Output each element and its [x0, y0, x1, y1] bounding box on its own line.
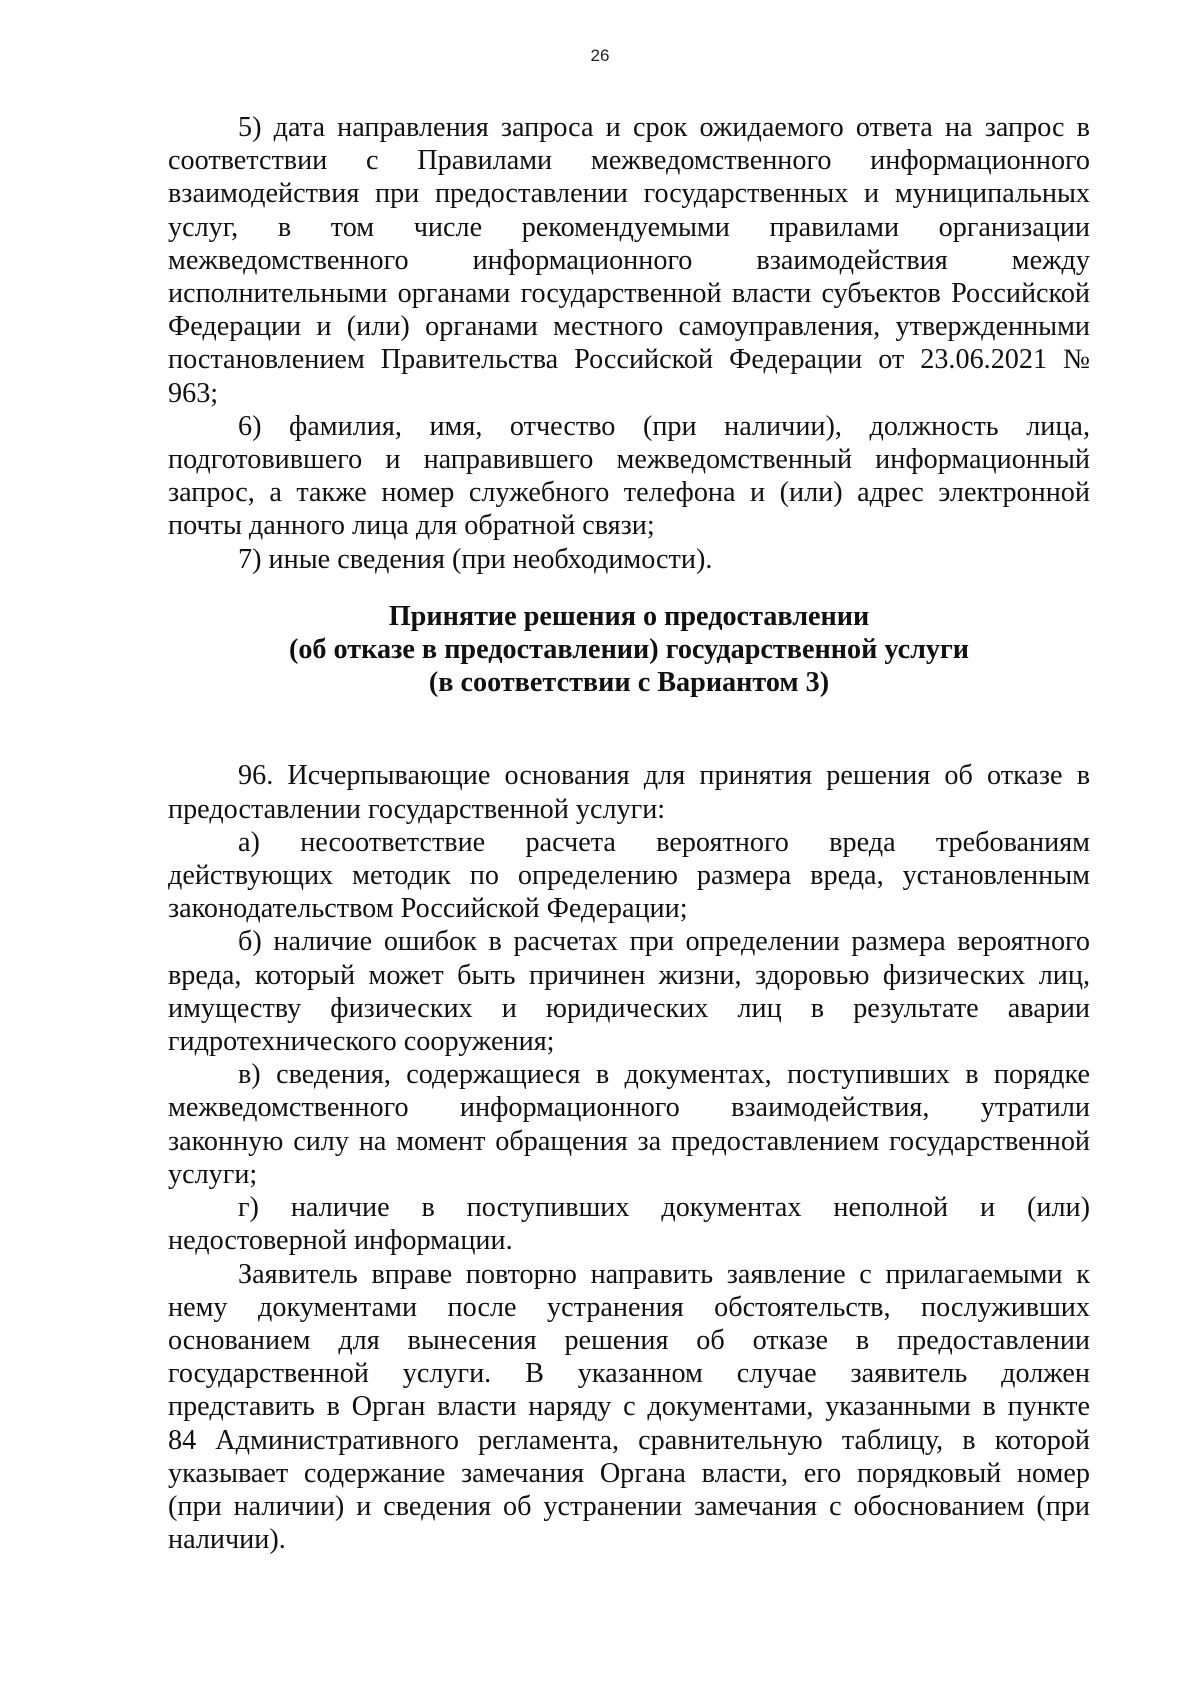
- text-line: межведомственного информационного взаимодействия, утратили: [168, 1092, 1090, 1124]
- text-line: государственной услуги. В указанном случае заявитель должен: [168, 1358, 1090, 1390]
- text-line: 6) фамилия, имя, отчество (при наличии), должность лица,: [238, 410, 1090, 442]
- text-line: 96. Исчерпывающие основания для принятия решения об отказе в: [238, 760, 1090, 792]
- text-line: б) наличие ошибок в расчетах при определении размера вероятного: [238, 926, 1090, 958]
- section-heading-line-3: (в соответствии с Вариантом 3): [428, 667, 830, 699]
- text-line: наличии).: [168, 1524, 286, 1556]
- text-line: Федерации и (или) органами местного самоуправления, утвержденными: [168, 311, 1090, 343]
- text-line: (при наличии) и сведения об устранении замечания с обоснованием (при: [168, 1490, 1090, 1522]
- text-line: представить в Орган власти наряду с документами, указанными в пункте: [168, 1391, 1090, 1423]
- section-heading-line-1: Принятие решения о предоставлении: [388, 600, 870, 632]
- text-line: услуги;: [168, 1158, 258, 1190]
- text-line: постановлением Правительства Российской Федерации от 23.06.2021 №: [168, 344, 1090, 376]
- text-line: а) несоответствие расчета вероятного вреда требованиям: [238, 826, 1090, 858]
- text-line: соответствии с Правилами межведомственного информационного: [168, 145, 1090, 177]
- text-line: исполнительными органами государственной власти субъектов Российской: [168, 278, 1090, 310]
- section-heading-line-2: (об отказе в предоставлении) государственной услуги: [288, 634, 970, 666]
- text-line: имуществу физических и юридических лиц в результате аварии: [168, 992, 1090, 1024]
- page-content: [168, 111, 1090, 1556]
- text-line: 963;: [168, 377, 219, 409]
- text-line: взаимодействия при предоставлении государственных и муниципальных: [168, 178, 1090, 210]
- text-line: законную силу на момент обращения за предоставлением государственной: [168, 1125, 1090, 1157]
- text-block-refusal-grounds: [168, 759, 1090, 1556]
- text-line: гидротехнического сооружения;: [168, 1026, 555, 1058]
- text-line: в) сведения, содержащиеся в документах, поступивших в порядке: [238, 1059, 1090, 1091]
- text-line: указывает содержание замечания Органа власти, его порядковый номер: [168, 1457, 1090, 1489]
- text-line: законодательством Российской Федерации;: [168, 893, 688, 925]
- text-line: почты данного лица для обратной связи;: [168, 510, 655, 542]
- text-line: недостоверной информации.: [168, 1225, 513, 1257]
- text-line: вреда, который может быть причинен жизни, здоровью физических лиц,: [168, 959, 1090, 991]
- text-line: г) наличие в поступивших документах неполной и (или): [238, 1192, 1090, 1224]
- text-line: предоставлении государственной услуги:: [168, 793, 666, 825]
- text-line: 84 Административного регламента, сравнительную таблицу, в которой: [168, 1424, 1090, 1456]
- text-line: действующих методик по определению размера вреда, установленным: [168, 860, 1090, 892]
- text-line: запрос, а также номер служебного телефона и (или) адрес электронной: [168, 477, 1090, 509]
- text-line: услуг, в том числе рекомендуемыми правилами организации: [168, 211, 1090, 243]
- text-line: 7) иные сведения (при необходимости).: [238, 543, 713, 575]
- text-line: основанием для вынесения решения об отказе в предоставлении: [168, 1324, 1090, 1356]
- text-block-request-details: [168, 111, 1090, 576]
- text-line: нему документами после устранения обстоятельств, послуживших: [168, 1291, 1090, 1323]
- page-number: 26: [590, 46, 610, 65]
- text-line: межведомственного информационного взаимодействия между: [168, 244, 1090, 276]
- text-line: 5) дата направления запроса и срок ожидаемого ответа на запрос в: [238, 112, 1090, 143]
- text-line: подготовившего и направившего межведомственный информационный: [168, 444, 1090, 476]
- section-heading: [168, 600, 1090, 700]
- text-line: Заявитель вправе повторно направить заявление с прилагаемыми к: [238, 1258, 1090, 1290]
